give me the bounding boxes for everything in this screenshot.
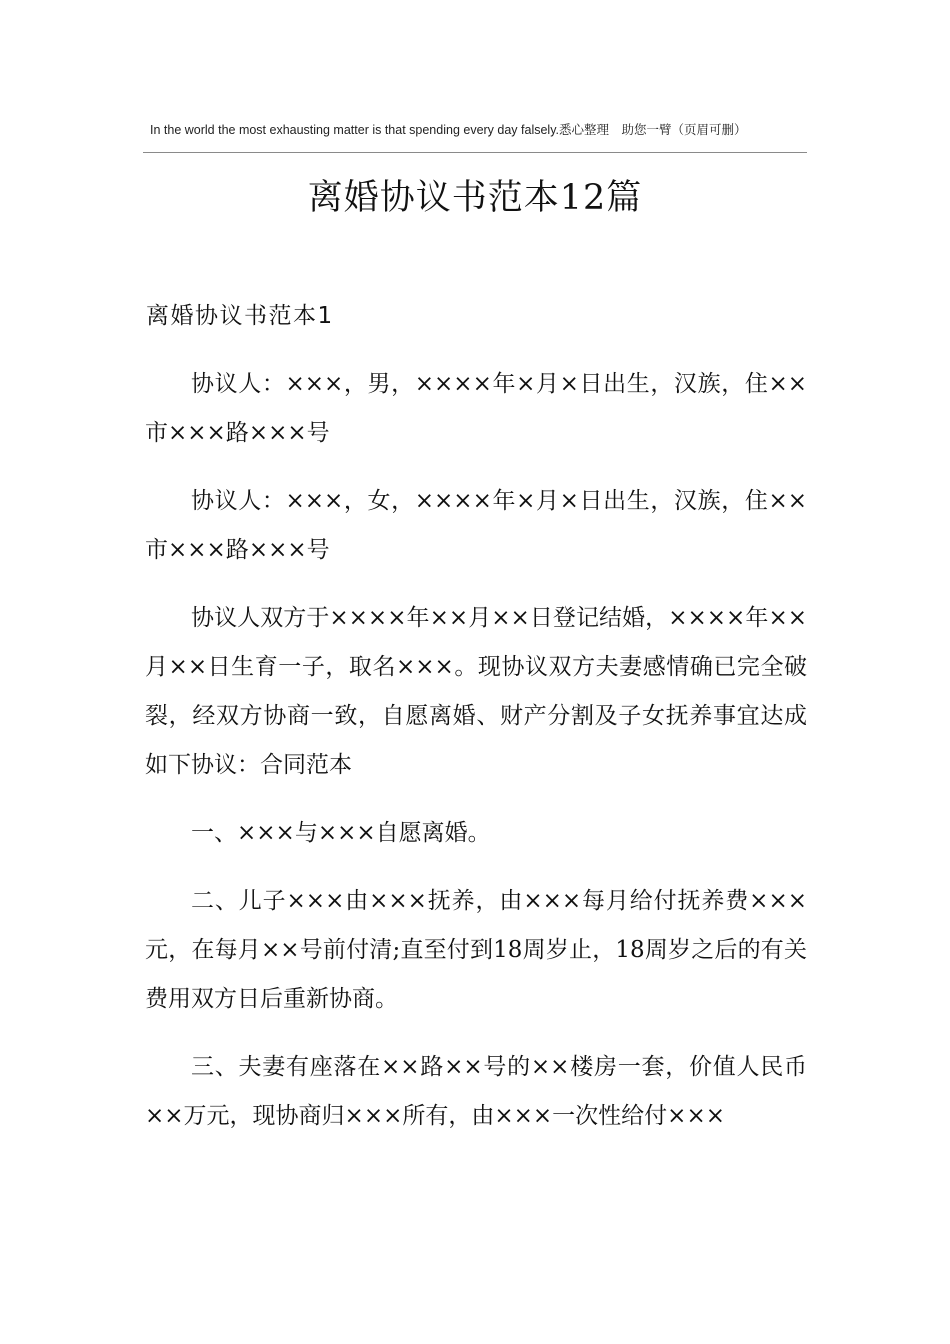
paragraph-party-male: 协议人：×××，男，××××年×月×日出生，汉族，住××市×××路×××号 <box>145 371 807 446</box>
paragraph-background: 协议人双方于××××年××月××日登记结婚，××××年××月××日生育一子，取名×××。现协议双方夫妻感情确已完全破裂，经双方协商一致，自愿离婚、财产分割及子女抚养事宜达成如下协议：合同范本 <box>145 605 807 778</box>
paragraph-clause-3: 三、夫妻有座落在××路××号的××楼房一套，价值人民币××万元，现协商归×××所有，由×××一次性给付××× <box>145 1054 807 1129</box>
header-divider <box>143 152 807 153</box>
paragraph-clause-2: 二、儿子×××由×××抚养，由×××每月给付抚养费×××元，在每月××号前付清;直至付到18周岁止，18周岁之后的有关费用双方日后重新协商。 <box>145 888 807 1012</box>
paragraph-clause-1: 一、×××与×××自愿离婚。 <box>191 820 491 846</box>
section-heading: 离婚协议书范本1 <box>146 303 334 329</box>
paragraph-party-female: 协议人：×××，女，××××年×月×日出生，汉族，住××市×××路×××号 <box>145 488 807 563</box>
page-header: In the world the most exhausting matter is that spending every day falsely.悉心整理 助您一臂（页眉可删） <box>150 123 747 137</box>
document-body <box>145 360 807 1160</box>
document-title: 离婚协议书范本12篇 <box>307 178 643 218</box>
